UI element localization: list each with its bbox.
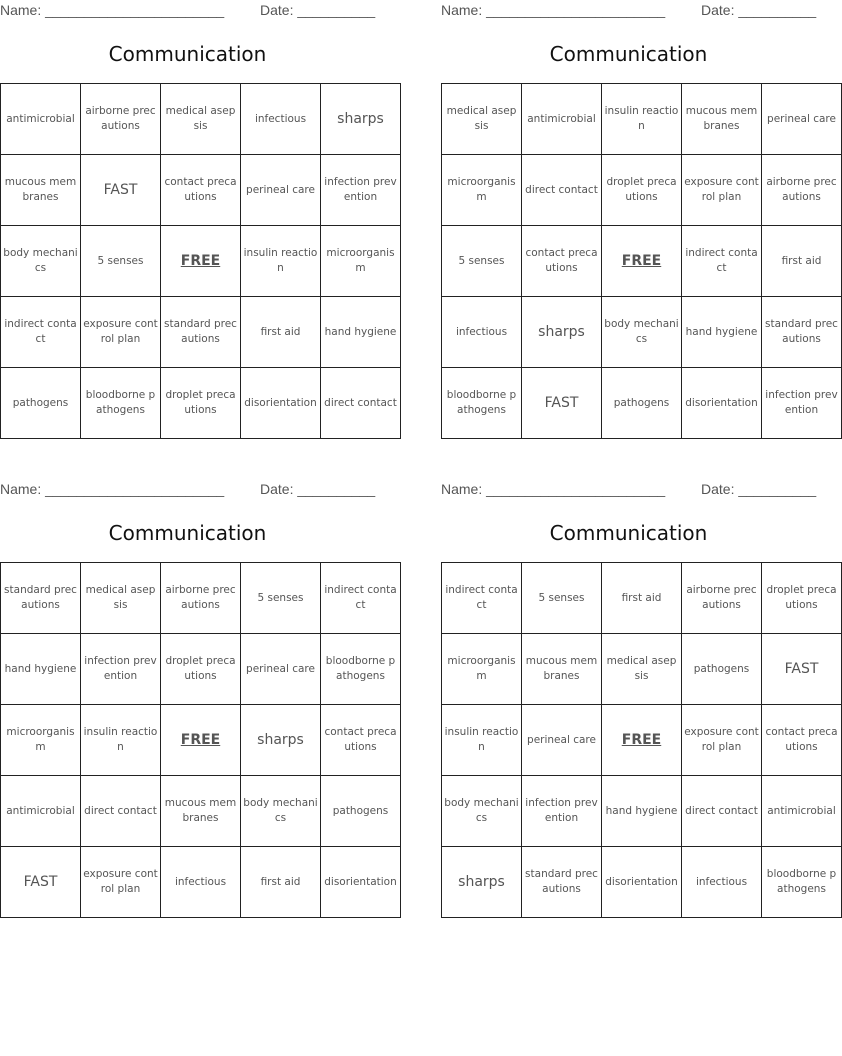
bingo-cell: direct contact bbox=[321, 368, 401, 439]
bingo-cell: perineal care bbox=[241, 155, 321, 226]
bingo-cell: body mechanics bbox=[1, 226, 81, 297]
bingo-cell: infectious bbox=[682, 847, 762, 918]
bingo-cell: FAST bbox=[522, 368, 602, 439]
grid-row bbox=[442, 563, 842, 634]
bingo-cell: perineal care bbox=[522, 705, 602, 776]
card-title: Communication bbox=[549, 521, 708, 545]
bingo-cell: disorientation bbox=[602, 847, 682, 918]
bingo-cell: infectious bbox=[241, 84, 321, 155]
bingo-cell: microorganism bbox=[321, 226, 401, 297]
card-header bbox=[0, 481, 375, 499]
card-title: Communication bbox=[108, 521, 267, 545]
bingo-cell: body mechanics bbox=[241, 776, 321, 847]
bingo-cell: pathogens bbox=[1, 368, 81, 439]
bingo-cell: first aid bbox=[602, 563, 682, 634]
bingo-cell: medical asepsis bbox=[442, 84, 522, 155]
grid-row bbox=[1, 226, 401, 297]
bingo-cell: microorganism bbox=[1, 705, 81, 776]
bingo-cell: body mechanics bbox=[442, 776, 522, 847]
bingo-cell: droplet precautions bbox=[161, 634, 241, 705]
bingo-cell: standard precautions bbox=[762, 297, 842, 368]
bingo-grid bbox=[441, 562, 842, 918]
bingo-cell: exposure control plan bbox=[682, 705, 762, 776]
bingo-cell: hand hygiene bbox=[682, 297, 762, 368]
bingo-cell: mucous membranes bbox=[682, 84, 762, 155]
bingo-cell: 5 senses bbox=[81, 226, 161, 297]
name-field: Name: _______________________ bbox=[0, 481, 225, 497]
bingo-cell: infection prevention bbox=[321, 155, 401, 226]
bingo-cell: first aid bbox=[241, 297, 321, 368]
bingo-cell: bloodborne pathogens bbox=[442, 368, 522, 439]
bingo-cell: medical asepsis bbox=[161, 84, 241, 155]
bingo-cell: airborne precautions bbox=[161, 563, 241, 634]
bingo-cell: 5 senses bbox=[442, 226, 522, 297]
bingo-grid bbox=[0, 562, 401, 918]
bingo-cell: FAST bbox=[762, 634, 842, 705]
card-header bbox=[441, 481, 816, 499]
bingo-cell: droplet precautions bbox=[161, 368, 241, 439]
bingo-cell: infectious bbox=[161, 847, 241, 918]
date-field: Date: __________ bbox=[701, 481, 817, 497]
bingo-cell: FAST bbox=[1, 847, 81, 918]
bingo-cell: antimicrobial bbox=[1, 776, 81, 847]
date-field: Date: __________ bbox=[260, 2, 376, 18]
bingo-cell: airborne precautions bbox=[762, 155, 842, 226]
bingo-cell: antimicrobial bbox=[522, 84, 602, 155]
bingo-cell: infection prevention bbox=[81, 634, 161, 705]
grid-row bbox=[1, 368, 401, 439]
bingo-card-3 bbox=[0, 479, 397, 919]
bingo-cell: contact precautions bbox=[522, 226, 602, 297]
bingo-card-4 bbox=[441, 479, 838, 919]
grid-row bbox=[1, 155, 401, 226]
grid-row bbox=[442, 155, 842, 226]
bingo-grid bbox=[441, 83, 842, 439]
grid-row bbox=[442, 705, 842, 776]
bingo-card-1 bbox=[0, 0, 397, 440]
bingo-cell: insulin reaction bbox=[241, 226, 321, 297]
bingo-cell: bloodborne pathogens bbox=[762, 847, 842, 918]
bingo-cell: 5 senses bbox=[241, 563, 321, 634]
bingo-cell: perineal care bbox=[241, 634, 321, 705]
bingo-cell: insulin reaction bbox=[442, 705, 522, 776]
free-space: FREE bbox=[602, 705, 682, 776]
grid-row bbox=[1, 705, 401, 776]
bingo-cell: hand hygiene bbox=[602, 776, 682, 847]
card-header bbox=[0, 2, 375, 20]
bingo-cell: microorganism bbox=[442, 634, 522, 705]
bingo-grid bbox=[0, 83, 401, 439]
bingo-card-2 bbox=[441, 0, 838, 440]
bingo-cell: bloodborne pathogens bbox=[81, 368, 161, 439]
date-field: Date: __________ bbox=[701, 2, 817, 18]
bingo-cell: sharps bbox=[241, 705, 321, 776]
card-header bbox=[441, 2, 816, 20]
grid-row bbox=[1, 776, 401, 847]
grid-row bbox=[442, 634, 842, 705]
grid-row bbox=[1, 847, 401, 918]
bingo-cell: perineal care bbox=[762, 84, 842, 155]
bingo-cell: airborne precautions bbox=[682, 563, 762, 634]
grid-row bbox=[442, 84, 842, 155]
bingo-cell: mucous membranes bbox=[522, 634, 602, 705]
bingo-cell: direct contact bbox=[81, 776, 161, 847]
bingo-cell: bloodborne pathogens bbox=[321, 634, 401, 705]
grid-row bbox=[442, 368, 842, 439]
bingo-cell: pathogens bbox=[682, 634, 762, 705]
bingo-cell: hand hygiene bbox=[321, 297, 401, 368]
bingo-cell: sharps bbox=[321, 84, 401, 155]
grid-row bbox=[1, 297, 401, 368]
bingo-cell: insulin reaction bbox=[81, 705, 161, 776]
bingo-cell: first aid bbox=[762, 226, 842, 297]
name-field: Name: _______________________ bbox=[441, 2, 666, 18]
bingo-cell: medical asepsis bbox=[81, 563, 161, 634]
free-space: FREE bbox=[161, 226, 241, 297]
bingo-cell: contact precautions bbox=[161, 155, 241, 226]
bingo-cell: sharps bbox=[442, 847, 522, 918]
bingo-cell: contact precautions bbox=[321, 705, 401, 776]
grid-row bbox=[442, 847, 842, 918]
bingo-cell: insulin reaction bbox=[602, 84, 682, 155]
bingo-cell: disorientation bbox=[682, 368, 762, 439]
bingo-cell: infectious bbox=[442, 297, 522, 368]
bingo-cell: direct contact bbox=[682, 776, 762, 847]
bingo-cell: indirect contact bbox=[321, 563, 401, 634]
bingo-cell: disorientation bbox=[241, 368, 321, 439]
bingo-cell: FAST bbox=[81, 155, 161, 226]
bingo-cell: indirect contact bbox=[682, 226, 762, 297]
bingo-cell: standard precautions bbox=[522, 847, 602, 918]
bingo-cell: pathogens bbox=[602, 368, 682, 439]
date-field: Date: __________ bbox=[260, 481, 376, 497]
bingo-cell: exposure control plan bbox=[81, 847, 161, 918]
card-title: Communication bbox=[549, 42, 708, 66]
bingo-cell: indirect contact bbox=[442, 563, 522, 634]
bingo-cell: antimicrobial bbox=[1, 84, 81, 155]
bingo-cell: standard precautions bbox=[1, 563, 81, 634]
bingo-cell: standard precautions bbox=[161, 297, 241, 368]
bingo-cell: indirect contact bbox=[1, 297, 81, 368]
bingo-cell: direct contact bbox=[522, 155, 602, 226]
bingo-cell: hand hygiene bbox=[1, 634, 81, 705]
bingo-cell: contact precautions bbox=[762, 705, 842, 776]
bingo-cell: exposure control plan bbox=[682, 155, 762, 226]
grid-row bbox=[1, 563, 401, 634]
bingo-cell: microorganism bbox=[442, 155, 522, 226]
bingo-cell: exposure control plan bbox=[81, 297, 161, 368]
bingo-cell: mucous membranes bbox=[1, 155, 81, 226]
bingo-cell: antimicrobial bbox=[762, 776, 842, 847]
bingo-cell: first aid bbox=[241, 847, 321, 918]
grid-row bbox=[442, 297, 842, 368]
bingo-cell: infection prevention bbox=[762, 368, 842, 439]
bingo-cell: sharps bbox=[522, 297, 602, 368]
bingo-cell: droplet precautions bbox=[762, 563, 842, 634]
card-title: Communication bbox=[108, 42, 267, 66]
grid-row bbox=[442, 776, 842, 847]
bingo-cell: body mechanics bbox=[602, 297, 682, 368]
grid-row bbox=[1, 84, 401, 155]
name-field: Name: _______________________ bbox=[0, 2, 225, 18]
bingo-cell: 5 senses bbox=[522, 563, 602, 634]
bingo-cell: airborne precautions bbox=[81, 84, 161, 155]
grid-row bbox=[1, 634, 401, 705]
bingo-cell: medical asepsis bbox=[602, 634, 682, 705]
free-space: FREE bbox=[602, 226, 682, 297]
bingo-cell: mucous membranes bbox=[161, 776, 241, 847]
bingo-cell: infection prevention bbox=[522, 776, 602, 847]
free-space: FREE bbox=[161, 705, 241, 776]
bingo-cell: droplet precautions bbox=[602, 155, 682, 226]
grid-row bbox=[442, 226, 842, 297]
bingo-cell: pathogens bbox=[321, 776, 401, 847]
bingo-cell: disorientation bbox=[321, 847, 401, 918]
name-field: Name: _______________________ bbox=[441, 481, 666, 497]
